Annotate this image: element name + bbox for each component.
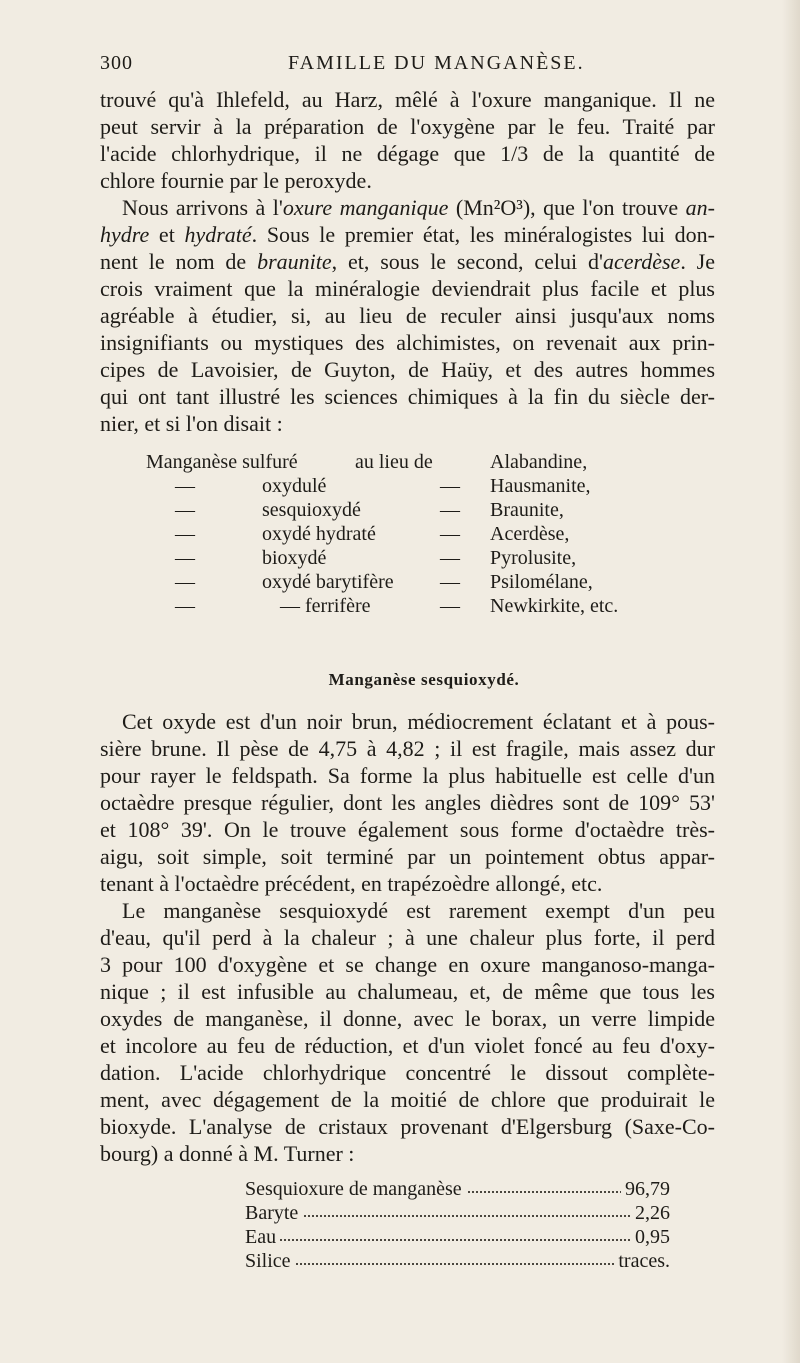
ditto-dash: — (175, 475, 195, 497)
para2-line (100, 248, 715, 275)
para2-line (100, 221, 715, 248)
ditto-dash: — (440, 595, 460, 617)
ditto-dash: — (440, 475, 460, 497)
synonym-right: Hausmanite, (490, 475, 591, 497)
synonym-left: bioxydé (262, 547, 327, 569)
text-run: . Je (680, 249, 715, 274)
ditto-dash: — (175, 499, 195, 521)
para4-line: bourg) a donné à M. Turner : (100, 1141, 355, 1166)
para2-line: nier, et si l'on disait : (100, 411, 283, 436)
analysis-row (245, 1225, 670, 1249)
para4-line: 3 pour 100 d'oxygène et se change en oxure manganoso-manga- (100, 952, 715, 977)
para2-line (122, 194, 715, 221)
ditto-dash: — (175, 523, 195, 545)
para3-line: tenant à l'octaèdre précédent, en trapézoèdre allongé, etc. (100, 871, 603, 896)
synonym-left: oxydé hydraté (262, 523, 376, 545)
synonym-left: oxydulé (262, 475, 327, 497)
para2-line: crois vraiment que la minéralogie deviendrait plus facile et plus (100, 276, 715, 301)
italic-term: hydre (100, 222, 150, 247)
italic-term: hydraté (184, 222, 252, 247)
analysis-label: Sesquioxure de manganèse (245, 1177, 466, 1201)
ditto-dash: — (175, 547, 195, 569)
ditto-dash: — (440, 523, 460, 545)
para2-line: cipes de Lavoisier, de Guyton, de Haüy, et des autres hommes (100, 357, 715, 382)
synonym-right: Braunite, (490, 499, 564, 521)
running-head: FAMILLE DU MANGANÈSE. (288, 52, 585, 74)
para3-line: pour rayer le feldspath. Sa forme la plus habituelle est celle d'un (100, 763, 715, 788)
text-run: . Sous le premier état, les minéralogistes lui don- (251, 222, 715, 247)
para3-line: aigu, soit simple, soit terminé par un pointement obtus appar- (100, 844, 715, 869)
dot-leader (245, 1215, 670, 1217)
ditto-dash: — (440, 499, 460, 521)
italic-term: an- (685, 195, 715, 220)
synonym-left: Manganèse sulfuré (146, 451, 298, 473)
synonym-connector: au lieu de (355, 451, 433, 473)
dot-leader (245, 1239, 670, 1241)
text-run: , et, sous le second, celui d' (331, 249, 603, 274)
synonym-left: — ferrifère (280, 595, 371, 617)
para4-line: nique ; il est infusible au chalumeau, et, de même que tous les (100, 979, 715, 1004)
synonym-right: Psilomélane, (490, 571, 593, 593)
ditto-dash: — (440, 571, 460, 593)
text-run: nent le nom de (100, 249, 258, 274)
synonym-left: sesquioxydé (262, 499, 361, 521)
ditto-dash: — (175, 595, 195, 617)
para4-line: oxydes de manganèse, il donne, avec le borax, un verre limpide (100, 1006, 715, 1031)
para4-line: dation. L'acide chlorhydrique concentré le dissout complète- (100, 1060, 715, 1085)
para2-line: qui ont tant illustré les sciences chimiques à la fin du siècle der- (100, 384, 715, 409)
section-heading-text: Manganèse sesquioxydé. (328, 670, 520, 689)
synonym-right: Pyrolusite, (490, 547, 577, 569)
para3-line: et 108° 39'. On le trouve également sous forme d'octaèdre très- (100, 817, 715, 842)
para4-line: d'eau, qu'il perd à la chaleur ; à une chaleur plus forte, il perd (100, 925, 715, 950)
text-run: et (149, 222, 185, 247)
ditto-dash: — (440, 547, 460, 569)
synonym-right: Alabandine, (490, 451, 588, 473)
para3-line: Cet oxyde est d'un noir brun, médiocrement éclatant et à pous- (122, 709, 715, 734)
section-heading (0, 670, 800, 690)
para2-line: agréable à étudier, si, au lieu de reculer ainsi jusqu'aux noms (100, 303, 715, 328)
para3-line: octaèdre presque régulier, dont les angles dièdres sont de 109° 53' (100, 790, 715, 815)
analysis-row (245, 1249, 670, 1273)
para4-line: ment, avec dégagement de la moitié de chlore que produirait le (100, 1087, 715, 1112)
text-run: Nous arrivons à l' (122, 195, 283, 220)
analysis-value: 96,79 (621, 1177, 670, 1201)
para4-line: Le manganèse sesquioxydé est rarement exempt d'un peu (122, 898, 715, 923)
analysis-label: Silice (245, 1249, 295, 1273)
analysis-row (245, 1177, 670, 1201)
para4-line: bioxyde. L'analyse de cristaux provenant d'Elgersburg (Saxe-Co- (100, 1114, 715, 1139)
page-number: 300 (100, 52, 133, 74)
para3-line: sière brune. Il pèse de 4,75 à 4,82 ; il est fragile, mais assez dur (100, 736, 715, 761)
analysis-label: Baryte (245, 1201, 302, 1225)
page-header (100, 52, 715, 82)
analysis-label: Eau (245, 1225, 280, 1249)
analysis-value: 0,95 (631, 1225, 670, 1249)
synonym-right: Acerdèse, (490, 523, 570, 545)
italic-term: oxure manganique (282, 195, 449, 220)
synonym-right: Newkirkite, etc. (490, 595, 619, 617)
text-run: (Mn²O³), que l'on trouve (448, 195, 686, 220)
ditto-dash: — (175, 571, 195, 593)
italic-term: acerdèse (602, 249, 681, 274)
para2-line: insignifiants ou mystiques des alchimistes, on revenait aux prin- (100, 330, 715, 355)
para1-line: chlore fournie par le peroxyde. (100, 168, 372, 193)
para1-line: trouvé qu'à Ihlefeld, au Harz, mêlé à l'oxure manganique. Il ne (100, 87, 715, 112)
para4-line: et incolore au feu de réduction, et d'un violet foncé au feu d'oxy- (100, 1033, 715, 1058)
analysis-value: traces. (614, 1249, 670, 1273)
analysis-value: 2,26 (631, 1201, 670, 1225)
analysis-row (245, 1201, 670, 1225)
dot-leader (245, 1263, 670, 1265)
para1-line: l'acide chlorhydrique, il ne dégage que 1/3 de la quantité de (100, 141, 715, 166)
para1-line: peut servir à la préparation de l'oxygène par le feu. Traité par (100, 114, 715, 139)
synonym-left: oxydé barytifère (262, 571, 394, 593)
italic-term: braunite (257, 249, 332, 274)
